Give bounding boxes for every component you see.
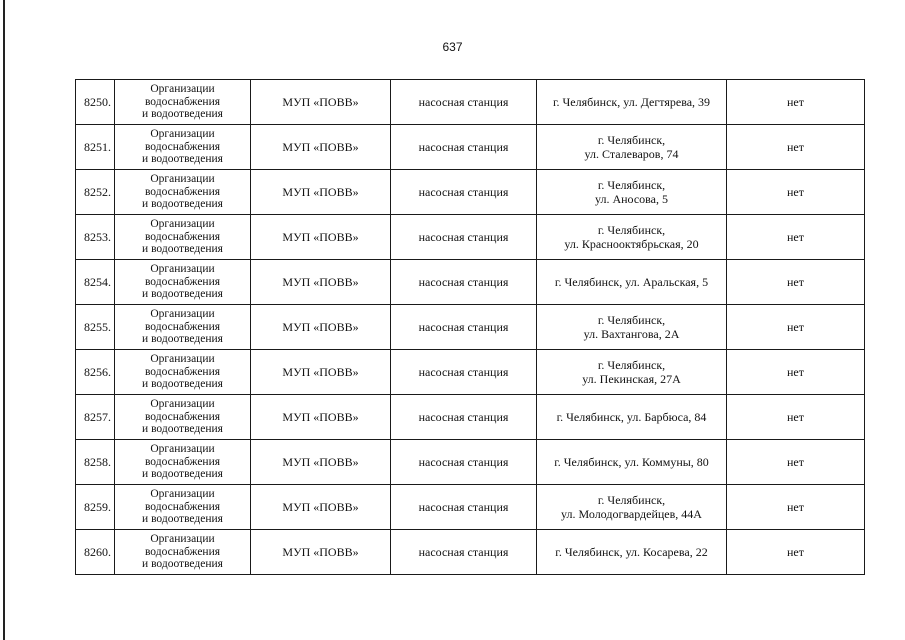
- organization-type-line: Организации: [150, 443, 215, 456]
- organization-type-line: Организации: [150, 308, 215, 321]
- organization-type-line: Организации: [150, 533, 215, 546]
- owner-cell: МУП «ПОВВ»: [251, 80, 391, 125]
- owner-cell: МУП «ПОВВ»: [251, 125, 391, 170]
- flag-cell: нет: [727, 125, 865, 170]
- row-number-cell: 8260.: [76, 530, 115, 575]
- row-number-cell: 8250.: [76, 80, 115, 125]
- object-type-cell: насосная станция: [391, 215, 537, 260]
- organization-type-line: и водоотведения: [142, 333, 223, 346]
- organization-type-line: водоснабжения: [144, 185, 221, 198]
- flag-cell: нет: [727, 80, 865, 125]
- organization-type-line: и водоотведения: [142, 468, 223, 481]
- object-type-cell: насосная станция: [391, 350, 537, 395]
- organization-type-cell: [115, 170, 251, 215]
- organization-type-cell: [115, 260, 251, 305]
- table-row: [76, 215, 865, 260]
- organization-type-line: и водоотведения: [142, 423, 223, 436]
- organization-type-line: водоснабжения: [144, 95, 221, 108]
- organization-type-line: и водоотведения: [142, 198, 223, 211]
- organization-type-line: Организации: [150, 353, 215, 366]
- address-cell: [537, 215, 727, 260]
- address-cell: [537, 305, 727, 350]
- table-row: [76, 305, 865, 350]
- address-line: г. Челябинск, ул. Коммуны, 80: [554, 455, 709, 469]
- object-type-cell: насосная станция: [391, 80, 537, 125]
- row-number-cell: 8259.: [76, 485, 115, 530]
- organization-type-cell: [115, 350, 251, 395]
- flag-cell: нет: [727, 530, 865, 575]
- object-type-cell: насосная станция: [391, 170, 537, 215]
- table-row: [76, 80, 865, 125]
- registry-table-body: [76, 80, 865, 575]
- organization-type-line: и водоотведения: [142, 288, 223, 301]
- owner-cell: МУП «ПОВВ»: [251, 260, 391, 305]
- row-number-cell: 8257.: [76, 395, 115, 440]
- address-cell: [537, 485, 727, 530]
- organization-type-line: водоснабжения: [144, 230, 221, 243]
- object-type-cell: насосная станция: [391, 260, 537, 305]
- organization-type-cell: [115, 395, 251, 440]
- organization-type-line: и водоотведения: [142, 243, 223, 256]
- flag-cell: нет: [727, 305, 865, 350]
- organization-type-line: Организации: [150, 128, 215, 141]
- table-row: [76, 260, 865, 305]
- organization-type-cell: [115, 440, 251, 485]
- address-line: г. Челябинск, ул. Косарева, 22: [555, 545, 708, 559]
- object-type-cell: насосная станция: [391, 440, 537, 485]
- organization-type-line: и водоотведения: [142, 513, 223, 526]
- address-line: г. Челябинск, ул. Аральская, 5: [554, 275, 709, 289]
- registry-table: [75, 79, 865, 575]
- row-number-cell: 8254.: [76, 260, 115, 305]
- organization-type-line: Организации: [150, 173, 215, 186]
- address-cell: [537, 530, 727, 575]
- organization-type-line: и водоотведения: [142, 108, 223, 121]
- row-number-cell: 8255.: [76, 305, 115, 350]
- flag-cell: нет: [727, 215, 865, 260]
- organization-type-line: и водоотведения: [142, 558, 223, 571]
- organization-type-line: Организации: [150, 488, 215, 501]
- owner-cell: МУП «ПОВВ»: [251, 305, 391, 350]
- table-row: [76, 350, 865, 395]
- object-type-cell: насосная станция: [391, 485, 537, 530]
- table-row: [76, 485, 865, 530]
- organization-type-line: водоснабжения: [144, 410, 221, 423]
- row-number-cell: 8256.: [76, 350, 115, 395]
- organization-type-line: водоснабжения: [144, 275, 221, 288]
- organization-type-line: и водоотведения: [142, 378, 223, 391]
- owner-cell: МУП «ПОВВ»: [251, 440, 391, 485]
- owner-cell: МУП «ПОВВ»: [251, 350, 391, 395]
- organization-type-cell: [115, 215, 251, 260]
- row-number-cell: 8253.: [76, 215, 115, 260]
- address-cell: [537, 170, 727, 215]
- address-line: ул. Вахтангова, 2А: [583, 327, 680, 341]
- organization-type-cell: [115, 125, 251, 170]
- address-cell: [537, 260, 727, 305]
- flag-cell: нет: [727, 260, 865, 305]
- address-line: г. Челябинск, ул. Барбюса, 84: [556, 410, 707, 424]
- address-line: ул. Молодогвардейцев, 44А: [561, 507, 702, 521]
- address-line: ул. Аносова, 5: [594, 192, 668, 206]
- organization-type-cell: [115, 530, 251, 575]
- object-type-cell: насосная станция: [391, 395, 537, 440]
- organization-type-line: Организации: [150, 398, 215, 411]
- object-type-cell: насосная станция: [391, 530, 537, 575]
- address-line: г. Челябинск,: [597, 493, 666, 507]
- address-line: г. Челябинск,: [597, 313, 666, 327]
- address-line: ул. Пекинская, 27А: [582, 372, 681, 386]
- row-number-cell: 8251.: [76, 125, 115, 170]
- organization-type-cell: [115, 80, 251, 125]
- address-cell: [537, 440, 727, 485]
- address-line: ул. Сталеваров, 74: [584, 147, 679, 161]
- flag-cell: нет: [727, 170, 865, 215]
- address-cell: [537, 350, 727, 395]
- table-row: [76, 170, 865, 215]
- organization-type-line: водоснабжения: [144, 320, 221, 333]
- address-cell: [537, 395, 727, 440]
- flag-cell: нет: [727, 350, 865, 395]
- flag-cell: нет: [727, 485, 865, 530]
- organization-type-line: Организации: [150, 83, 215, 96]
- object-type-cell: насосная станция: [391, 305, 537, 350]
- address-line: ул. Краснооктябрьская, 20: [564, 237, 699, 251]
- organization-type-line: водоснабжения: [144, 455, 221, 468]
- table-row: [76, 125, 865, 170]
- organization-type-cell: [115, 305, 251, 350]
- address-line: г. Челябинск,: [597, 133, 666, 147]
- page-number: 637: [442, 40, 463, 54]
- address-line: г. Челябинск,: [597, 178, 666, 192]
- organization-type-line: и водоотведения: [142, 153, 223, 166]
- owner-cell: МУП «ПОВВ»: [251, 530, 391, 575]
- address-cell: [537, 80, 727, 125]
- table-row: [76, 530, 865, 575]
- address-cell: [537, 125, 727, 170]
- organization-type-line: водоснабжения: [144, 500, 221, 513]
- object-type-cell: насосная станция: [391, 125, 537, 170]
- row-number-cell: 8258.: [76, 440, 115, 485]
- organization-type-cell: [115, 485, 251, 530]
- address-line: г. Челябинск, ул. Дегтярева, 39: [552, 95, 711, 109]
- owner-cell: МУП «ПОВВ»: [251, 215, 391, 260]
- flag-cell: нет: [727, 395, 865, 440]
- flag-cell: нет: [727, 440, 865, 485]
- table-row: [76, 440, 865, 485]
- table-row: [76, 395, 865, 440]
- address-line: г. Челябинск,: [597, 358, 666, 372]
- organization-type-line: водоснабжения: [144, 365, 221, 378]
- row-number-cell: 8252.: [76, 170, 115, 215]
- organization-type-line: Организации: [150, 263, 215, 276]
- owner-cell: МУП «ПОВВ»: [251, 395, 391, 440]
- address-line: г. Челябинск,: [597, 223, 666, 237]
- page-edge-line: [3, 0, 5, 640]
- organization-type-line: водоснабжения: [144, 545, 221, 558]
- owner-cell: МУП «ПОВВ»: [251, 170, 391, 215]
- organization-type-line: водоснабжения: [144, 140, 221, 153]
- organization-type-line: Организации: [150, 218, 215, 231]
- owner-cell: МУП «ПОВВ»: [251, 485, 391, 530]
